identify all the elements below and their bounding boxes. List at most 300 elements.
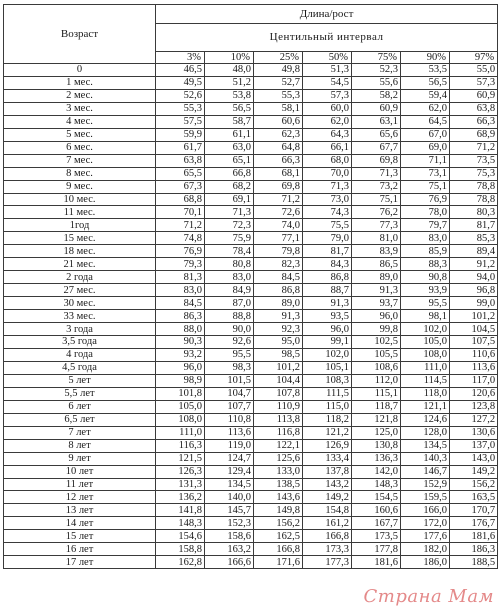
value-cell: 81,7 bbox=[303, 245, 352, 258]
age-cell: 8 мес. bbox=[4, 167, 156, 180]
value-cell: 121,5 bbox=[156, 452, 205, 465]
value-cell: 68,2 bbox=[205, 180, 254, 193]
value-cell: 76,9 bbox=[156, 245, 205, 258]
value-cell: 125,0 bbox=[352, 426, 401, 439]
value-cell: 134,5 bbox=[205, 478, 254, 491]
value-cell: 89,0 bbox=[254, 297, 303, 310]
age-cell: 5,5 лет bbox=[4, 387, 156, 400]
value-cell: 96,0 bbox=[156, 361, 205, 374]
value-cell: 121,1 bbox=[401, 400, 450, 413]
value-cell: 55,0 bbox=[450, 64, 498, 77]
value-cell: 152,3 bbox=[205, 517, 254, 530]
value-cell: 83,0 bbox=[401, 232, 450, 245]
value-cell: 78,4 bbox=[205, 245, 254, 258]
value-cell: 57,3 bbox=[303, 89, 352, 102]
value-cell: 74,0 bbox=[254, 219, 303, 232]
age-cell: 6,5 лет bbox=[4, 413, 156, 426]
value-cell: 99,0 bbox=[450, 297, 498, 310]
value-cell: 124,6 bbox=[401, 413, 450, 426]
value-cell: 86,3 bbox=[156, 310, 205, 323]
value-cell: 65,1 bbox=[205, 154, 254, 167]
age-cell: 5 лет bbox=[4, 374, 156, 387]
value-cell: 160,6 bbox=[352, 504, 401, 517]
value-cell: 75,3 bbox=[450, 167, 498, 180]
value-cell: 108,3 bbox=[303, 374, 352, 387]
value-cell: 163,2 bbox=[205, 543, 254, 556]
value-cell: 148,3 bbox=[352, 478, 401, 491]
table-row bbox=[4, 128, 498, 141]
value-cell: 71,2 bbox=[450, 141, 498, 154]
value-cell: 108,0 bbox=[401, 348, 450, 361]
value-cell: 101,8 bbox=[156, 387, 205, 400]
table-row bbox=[4, 206, 498, 219]
value-cell: 173,3 bbox=[303, 543, 352, 556]
value-cell: 102,0 bbox=[303, 348, 352, 361]
value-cell: 73,2 bbox=[352, 180, 401, 193]
table-row bbox=[4, 400, 498, 413]
value-cell: 126,3 bbox=[156, 465, 205, 478]
value-cell: 80,8 bbox=[205, 258, 254, 271]
value-cell: 83,9 bbox=[352, 245, 401, 258]
value-cell: 74,8 bbox=[156, 232, 205, 245]
table-row bbox=[4, 76, 498, 89]
value-cell: 176,7 bbox=[450, 517, 498, 530]
value-cell: 55,3 bbox=[156, 102, 205, 115]
value-cell: 115,1 bbox=[352, 387, 401, 400]
table-row bbox=[4, 219, 498, 232]
value-cell: 158,6 bbox=[205, 530, 254, 543]
value-cell: 126,9 bbox=[303, 439, 352, 452]
percentile-header: 10% bbox=[205, 52, 254, 64]
value-cell: 67,0 bbox=[401, 128, 450, 141]
value-cell: 118,2 bbox=[303, 413, 352, 426]
value-cell: 79,0 bbox=[303, 232, 352, 245]
value-cell: 186,0 bbox=[401, 556, 450, 569]
value-cell: 96,0 bbox=[303, 323, 352, 336]
value-cell: 96,0 bbox=[352, 310, 401, 323]
value-cell: 60,6 bbox=[254, 115, 303, 128]
value-cell: 52,3 bbox=[352, 64, 401, 77]
value-cell: 52,6 bbox=[156, 89, 205, 102]
value-cell: 166,0 bbox=[401, 504, 450, 517]
table-row bbox=[4, 245, 498, 258]
age-cell: 4 года bbox=[4, 348, 156, 361]
value-cell: 95,5 bbox=[205, 348, 254, 361]
value-cell: 177,3 bbox=[303, 556, 352, 569]
table-row bbox=[4, 167, 498, 180]
value-cell: 142,0 bbox=[352, 465, 401, 478]
value-cell: 69,1 bbox=[205, 193, 254, 206]
age-cell: 2 года bbox=[4, 271, 156, 284]
value-cell: 84,5 bbox=[254, 271, 303, 284]
table-row bbox=[4, 361, 498, 374]
value-cell: 91,2 bbox=[450, 258, 498, 271]
value-cell: 130,6 bbox=[450, 426, 498, 439]
value-cell: 55,3 bbox=[254, 89, 303, 102]
value-cell: 104,7 bbox=[205, 387, 254, 400]
value-cell: 90,3 bbox=[156, 336, 205, 349]
value-cell: 85,3 bbox=[450, 232, 498, 245]
age-cell: 4 мес. bbox=[4, 115, 156, 128]
value-cell: 71,3 bbox=[352, 167, 401, 180]
value-cell: 101,2 bbox=[254, 361, 303, 374]
value-cell: 110,9 bbox=[254, 400, 303, 413]
value-cell: 58,2 bbox=[352, 89, 401, 102]
age-cell: 11 лет bbox=[4, 478, 156, 491]
value-cell: 87,0 bbox=[205, 297, 254, 310]
table-row bbox=[4, 374, 498, 387]
value-cell: 127,2 bbox=[450, 413, 498, 426]
value-cell: 92,3 bbox=[254, 323, 303, 336]
value-cell: 113,6 bbox=[450, 361, 498, 374]
value-cell: 81,3 bbox=[156, 271, 205, 284]
value-cell: 156,2 bbox=[254, 517, 303, 530]
value-cell: 130,8 bbox=[352, 439, 401, 452]
table-row bbox=[4, 323, 498, 336]
value-cell: 61,7 bbox=[156, 141, 205, 154]
value-cell: 98,3 bbox=[205, 361, 254, 374]
value-cell: 116,8 bbox=[254, 426, 303, 439]
value-cell: 66,3 bbox=[254, 154, 303, 167]
value-cell: 72,3 bbox=[205, 219, 254, 232]
value-cell: 69,0 bbox=[401, 141, 450, 154]
value-cell: 53,8 bbox=[205, 89, 254, 102]
value-cell: 152,9 bbox=[401, 478, 450, 491]
table-row bbox=[4, 504, 498, 517]
table-row bbox=[4, 310, 498, 323]
value-cell: 49,8 bbox=[254, 64, 303, 77]
age-cell: 7 лет bbox=[4, 426, 156, 439]
length-height-header: Длина/рост bbox=[156, 5, 498, 24]
table-header bbox=[4, 5, 498, 64]
value-cell: 57,5 bbox=[156, 115, 205, 128]
value-cell: 162,5 bbox=[254, 530, 303, 543]
value-cell: 76,2 bbox=[352, 206, 401, 219]
value-cell: 105,1 bbox=[303, 361, 352, 374]
value-cell: 66,3 bbox=[450, 115, 498, 128]
value-cell: 91,3 bbox=[303, 297, 352, 310]
table-row bbox=[4, 336, 498, 349]
value-cell: 99,8 bbox=[352, 323, 401, 336]
value-cell: 114,5 bbox=[401, 374, 450, 387]
age-cell: 15 лет bbox=[4, 530, 156, 543]
age-cell: 3,5 года bbox=[4, 336, 156, 349]
value-cell: 124,7 bbox=[205, 452, 254, 465]
age-cell: 1 мес. bbox=[4, 76, 156, 89]
value-cell: 145,7 bbox=[205, 504, 254, 517]
value-cell: 68,8 bbox=[156, 193, 205, 206]
age-cell: 4,5 года bbox=[4, 361, 156, 374]
value-cell: 73,5 bbox=[450, 154, 498, 167]
value-cell: 123,8 bbox=[450, 400, 498, 413]
value-cell: 93,5 bbox=[303, 310, 352, 323]
value-cell: 71,2 bbox=[156, 219, 205, 232]
value-cell: 82,3 bbox=[254, 258, 303, 271]
value-cell: 57,3 bbox=[450, 76, 498, 89]
age-cell: 27 мес. bbox=[4, 284, 156, 297]
value-cell: 81,7 bbox=[450, 219, 498, 232]
value-cell: 75,9 bbox=[205, 232, 254, 245]
table-row bbox=[4, 115, 498, 128]
age-cell: 10 мес. bbox=[4, 193, 156, 206]
value-cell: 112,0 bbox=[352, 374, 401, 387]
value-cell: 91,3 bbox=[254, 310, 303, 323]
value-cell: 141,8 bbox=[156, 504, 205, 517]
value-cell: 77,3 bbox=[352, 219, 401, 232]
value-cell: 111,5 bbox=[303, 387, 352, 400]
value-cell: 86,8 bbox=[303, 271, 352, 284]
value-cell: 71,2 bbox=[254, 193, 303, 206]
value-cell: 74,3 bbox=[303, 206, 352, 219]
age-cell: 15 мес. bbox=[4, 232, 156, 245]
value-cell: 76,9 bbox=[401, 193, 450, 206]
value-cell: 158,8 bbox=[156, 543, 205, 556]
value-cell: 68,1 bbox=[254, 167, 303, 180]
table-row bbox=[4, 271, 498, 284]
value-cell: 84,9 bbox=[205, 284, 254, 297]
value-cell: 186,3 bbox=[450, 543, 498, 556]
value-cell: 77,1 bbox=[254, 232, 303, 245]
age-cell: 3 мес. bbox=[4, 102, 156, 115]
age-cell: 13 лет bbox=[4, 504, 156, 517]
value-cell: 140,0 bbox=[205, 491, 254, 504]
value-cell: 56,5 bbox=[401, 76, 450, 89]
value-cell: 154,6 bbox=[156, 530, 205, 543]
value-cell: 65,6 bbox=[352, 128, 401, 141]
value-cell: 58,7 bbox=[205, 115, 254, 128]
value-cell: 60,9 bbox=[450, 89, 498, 102]
value-cell: 89,0 bbox=[352, 271, 401, 284]
age-cell: 2 мес. bbox=[4, 89, 156, 102]
value-cell: 98,9 bbox=[156, 374, 205, 387]
value-cell: 95,0 bbox=[254, 336, 303, 349]
value-cell: 86,8 bbox=[254, 284, 303, 297]
value-cell: 90,0 bbox=[205, 323, 254, 336]
table-row bbox=[4, 297, 498, 310]
value-cell: 137,0 bbox=[450, 439, 498, 452]
value-cell: 62,3 bbox=[254, 128, 303, 141]
age-cell: 0 bbox=[4, 64, 156, 77]
value-cell: 86,5 bbox=[352, 258, 401, 271]
value-cell: 84,3 bbox=[303, 258, 352, 271]
value-cell: 101,5 bbox=[205, 374, 254, 387]
table-row bbox=[4, 284, 498, 297]
value-cell: 107,7 bbox=[205, 400, 254, 413]
value-cell: 98,5 bbox=[254, 348, 303, 361]
value-cell: 60,9 bbox=[352, 102, 401, 115]
value-cell: 93,2 bbox=[156, 348, 205, 361]
age-cell: 21 мес. bbox=[4, 258, 156, 271]
value-cell: 111,0 bbox=[156, 426, 205, 439]
value-cell: 154,8 bbox=[303, 504, 352, 517]
value-cell: 143,0 bbox=[450, 452, 498, 465]
value-cell: 113,6 bbox=[205, 426, 254, 439]
value-cell: 64,8 bbox=[254, 141, 303, 154]
value-cell: 115,0 bbox=[303, 400, 352, 413]
percentile-header: 90% bbox=[401, 52, 450, 64]
value-cell: 70,0 bbox=[303, 167, 352, 180]
value-cell: 167,7 bbox=[352, 517, 401, 530]
table-row bbox=[4, 491, 498, 504]
value-cell: 91,3 bbox=[352, 284, 401, 297]
height-percentile-table-page bbox=[3, 4, 497, 569]
value-cell: 134,5 bbox=[401, 439, 450, 452]
age-cell: 18 мес. bbox=[4, 245, 156, 258]
value-cell: 148,3 bbox=[156, 517, 205, 530]
value-cell: 102,5 bbox=[352, 336, 401, 349]
value-cell: 75,1 bbox=[352, 193, 401, 206]
value-cell: 125,6 bbox=[254, 452, 303, 465]
value-cell: 133,4 bbox=[303, 452, 352, 465]
age-cell: 5 мес. bbox=[4, 128, 156, 141]
value-cell: 90,8 bbox=[401, 271, 450, 284]
value-cell: 108,6 bbox=[352, 361, 401, 374]
percentile-header: 50% bbox=[303, 52, 352, 64]
value-cell: 118,7 bbox=[352, 400, 401, 413]
table-row bbox=[4, 64, 498, 77]
value-cell: 85,9 bbox=[401, 245, 450, 258]
value-cell: 83,0 bbox=[205, 271, 254, 284]
value-cell: 128,0 bbox=[401, 426, 450, 439]
value-cell: 105,0 bbox=[401, 336, 450, 349]
age-cell: 9 лет bbox=[4, 452, 156, 465]
value-cell: 67,7 bbox=[352, 141, 401, 154]
table-row bbox=[4, 543, 498, 556]
value-cell: 71,3 bbox=[303, 180, 352, 193]
value-cell: 156,2 bbox=[450, 478, 498, 491]
value-cell: 75,5 bbox=[303, 219, 352, 232]
value-cell: 159,5 bbox=[401, 491, 450, 504]
value-cell: 49,5 bbox=[156, 76, 205, 89]
value-cell: 64,5 bbox=[401, 115, 450, 128]
percentile-header: 75% bbox=[352, 52, 401, 64]
table-row bbox=[4, 141, 498, 154]
value-cell: 177,8 bbox=[352, 543, 401, 556]
value-cell: 65,5 bbox=[156, 167, 205, 180]
table-row bbox=[4, 193, 498, 206]
value-cell: 161,2 bbox=[303, 517, 352, 530]
table-row bbox=[4, 478, 498, 491]
age-column-header: Возраст bbox=[4, 5, 156, 64]
table-row bbox=[4, 556, 498, 569]
value-cell: 93,7 bbox=[352, 297, 401, 310]
value-cell: 59,4 bbox=[401, 89, 450, 102]
age-cell: 1год bbox=[4, 219, 156, 232]
value-cell: 51,3 bbox=[303, 64, 352, 77]
percentile-header: 25% bbox=[254, 52, 303, 64]
value-cell: 71,1 bbox=[401, 154, 450, 167]
value-cell: 63,8 bbox=[156, 154, 205, 167]
value-cell: 113,8 bbox=[254, 413, 303, 426]
site-watermark: Страна Мам bbox=[363, 586, 494, 607]
value-cell: 181,6 bbox=[352, 556, 401, 569]
value-cell: 88,8 bbox=[205, 310, 254, 323]
age-cell: 17 лет bbox=[4, 556, 156, 569]
value-cell: 89,4 bbox=[450, 245, 498, 258]
table-body bbox=[4, 64, 498, 569]
value-cell: 188,5 bbox=[450, 556, 498, 569]
value-cell: 81,0 bbox=[352, 232, 401, 245]
value-cell: 121,8 bbox=[352, 413, 401, 426]
age-cell: 12 лет bbox=[4, 491, 156, 504]
age-cell: 3 года bbox=[4, 323, 156, 336]
value-cell: 62,0 bbox=[401, 102, 450, 115]
value-cell: 121,2 bbox=[303, 426, 352, 439]
value-cell: 118,0 bbox=[401, 387, 450, 400]
table-row bbox=[4, 439, 498, 452]
age-cell: 30 мес. bbox=[4, 297, 156, 310]
value-cell: 143,6 bbox=[254, 491, 303, 504]
age-cell: 11 мес. bbox=[4, 206, 156, 219]
value-cell: 51,2 bbox=[205, 76, 254, 89]
value-cell: 136,3 bbox=[352, 452, 401, 465]
table-row bbox=[4, 154, 498, 167]
value-cell: 75,1 bbox=[401, 180, 450, 193]
value-cell: 55,6 bbox=[352, 76, 401, 89]
value-cell: 78,8 bbox=[450, 180, 498, 193]
percentile-header: 3% bbox=[156, 52, 205, 64]
table-row bbox=[4, 180, 498, 193]
table-row bbox=[4, 348, 498, 361]
value-cell: 66,8 bbox=[205, 167, 254, 180]
value-cell: 63,1 bbox=[352, 115, 401, 128]
age-cell: 14 лет bbox=[4, 517, 156, 530]
value-cell: 71,3 bbox=[205, 206, 254, 219]
value-cell: 163,5 bbox=[450, 491, 498, 504]
value-cell: 154,5 bbox=[352, 491, 401, 504]
value-cell: 46,5 bbox=[156, 64, 205, 77]
value-cell: 93,9 bbox=[401, 284, 450, 297]
table-row bbox=[4, 232, 498, 245]
value-cell: 111,0 bbox=[401, 361, 450, 374]
value-cell: 54,5 bbox=[303, 76, 352, 89]
value-cell: 131,3 bbox=[156, 478, 205, 491]
height-percentile-table bbox=[3, 4, 498, 569]
value-cell: 149,2 bbox=[450, 465, 498, 478]
value-cell: 64,3 bbox=[303, 128, 352, 141]
value-cell: 78,0 bbox=[401, 206, 450, 219]
age-cell: 6 мес. bbox=[4, 141, 156, 154]
value-cell: 146,7 bbox=[401, 465, 450, 478]
value-cell: 170,7 bbox=[450, 504, 498, 517]
value-cell: 67,3 bbox=[156, 180, 205, 193]
value-cell: 68,9 bbox=[450, 128, 498, 141]
value-cell: 177,6 bbox=[401, 530, 450, 543]
value-cell: 80,3 bbox=[450, 206, 498, 219]
value-cell: 119,0 bbox=[205, 439, 254, 452]
value-cell: 68,0 bbox=[303, 154, 352, 167]
value-cell: 108,0 bbox=[156, 413, 205, 426]
value-cell: 102,0 bbox=[401, 323, 450, 336]
centile-interval-header: Центильный интервал bbox=[156, 24, 498, 52]
table-row bbox=[4, 89, 498, 102]
value-cell: 52,7 bbox=[254, 76, 303, 89]
value-cell: 69,8 bbox=[254, 180, 303, 193]
value-cell: 110,8 bbox=[205, 413, 254, 426]
value-cell: 63,8 bbox=[450, 102, 498, 115]
value-cell: 73,0 bbox=[303, 193, 352, 206]
value-cell: 61,1 bbox=[205, 128, 254, 141]
value-cell: 95,5 bbox=[401, 297, 450, 310]
value-cell: 60,0 bbox=[303, 102, 352, 115]
percentile-header: 97% bbox=[450, 52, 498, 64]
value-cell: 173,5 bbox=[352, 530, 401, 543]
value-cell: 88,0 bbox=[156, 323, 205, 336]
age-cell: 10 лет bbox=[4, 465, 156, 478]
value-cell: 53,5 bbox=[401, 64, 450, 77]
value-cell: 69,8 bbox=[352, 154, 401, 167]
value-cell: 56,5 bbox=[205, 102, 254, 115]
